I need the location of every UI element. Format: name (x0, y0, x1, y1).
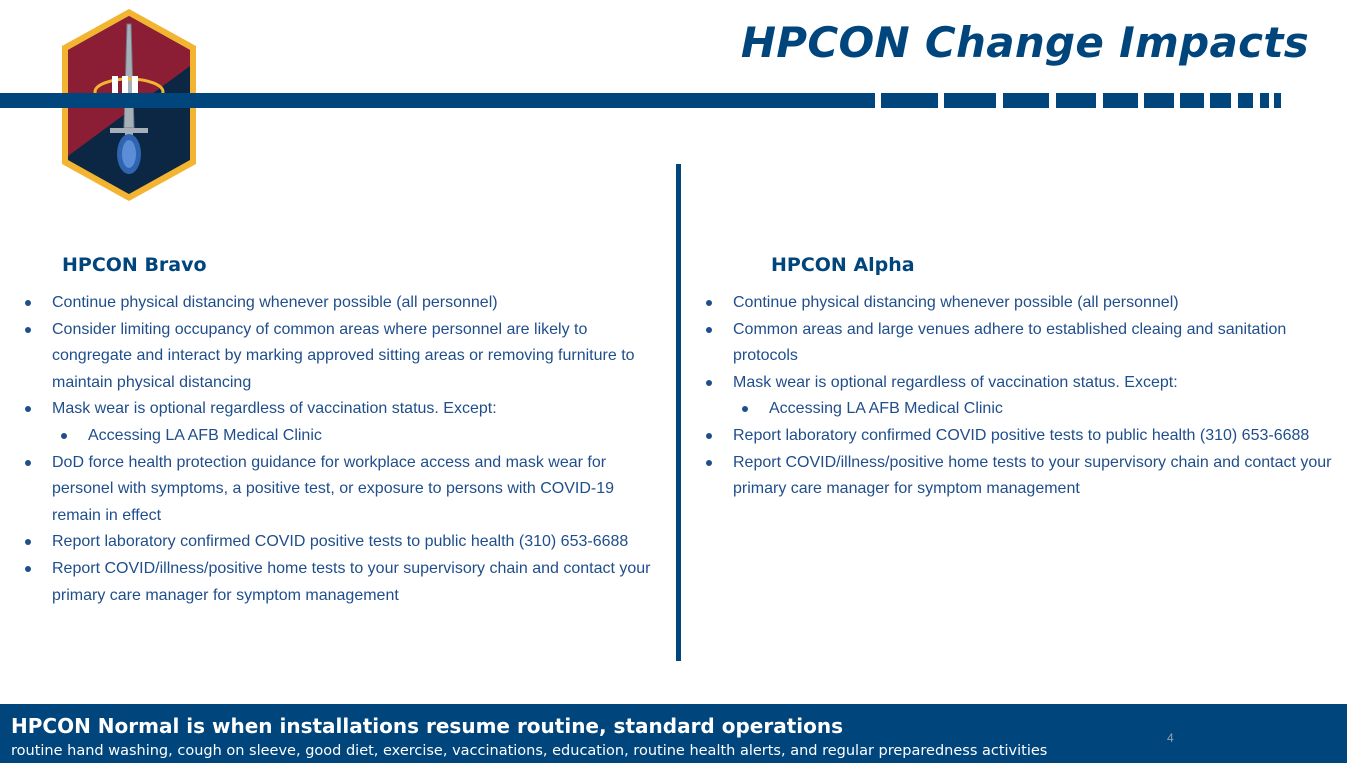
header-rule-segment (1003, 93, 1049, 108)
page-number: 4 (1167, 731, 1174, 745)
bullet-item: Report COVID/illness/positive home tests to your supervisory chain and contact your primary care manager for symptom management (706, 450, 1338, 503)
bullet-item: Accessing LA AFB Medical Clinic (25, 423, 657, 450)
column-divider (676, 164, 681, 661)
slide-title: HPCON Change Impacts (740, 18, 1309, 67)
bullet-item: Mask wear is optional regardless of vaccination status. Except: (25, 396, 657, 423)
footer-title: HPCON Normal is when installations resume routine, standard operations (11, 714, 843, 738)
header-rule-segment (944, 93, 996, 108)
header-rule-segment (1103, 93, 1138, 108)
header-rule-segment (1144, 93, 1174, 108)
header-rule-segment (1056, 93, 1096, 108)
alpha-bullet-list (706, 290, 1338, 503)
alpha-heading: HPCON Alpha (771, 254, 915, 276)
bravo-heading: HPCON Bravo (62, 254, 207, 276)
bravo-bullet-list (25, 290, 657, 609)
bullet-item: Consider limiting occupancy of common areas where personnel are likely to congregate and interact by marking approved sitting areas or removing furniture to maintain physical distancing (25, 317, 657, 397)
header-rule (0, 93, 875, 108)
bullet-item: Mask wear is optional regardless of vaccination status. Except: (706, 370, 1338, 397)
bullet-item: Report COVID/illness/positive home tests to your supervisory chain and contact your primary care manager for symptom management (25, 556, 657, 609)
bullet-item: Common areas and large venues adhere to established cleaing and sanitation protocols (706, 317, 1338, 370)
header-rule-segment (1274, 93, 1281, 108)
bullet-item: Continue physical distancing whenever possible (all personnel) (706, 290, 1338, 317)
header-rule-segment (1260, 93, 1269, 108)
bullet-item: Report laboratory confirmed COVID positive tests to public health (310) 653-6688 (706, 423, 1338, 450)
footer-subtitle: routine hand washing, cough on sleeve, good diet, exercise, vaccinations, education, routine health alerts, and regular preparedness activities (11, 743, 1048, 759)
header-rule-segment (1210, 93, 1231, 108)
bullet-item: DoD force health protection guidance for workplace access and mask wear for personel with symptoms, a positive test, or exposure to persons with COVID-19 remain in effect (25, 450, 657, 530)
bullet-item: Continue physical distancing whenever possible (all personnel) (25, 290, 657, 317)
bullet-item: Report laboratory confirmed COVID positive tests to public health (310) 653-6688 (25, 529, 657, 556)
header-rule-segment (1238, 93, 1253, 108)
bullet-item: Accessing LA AFB Medical Clinic (706, 396, 1338, 423)
header-rule-segment (1180, 93, 1204, 108)
header-rule-segment (881, 93, 938, 108)
footer-banner (0, 704, 1347, 763)
